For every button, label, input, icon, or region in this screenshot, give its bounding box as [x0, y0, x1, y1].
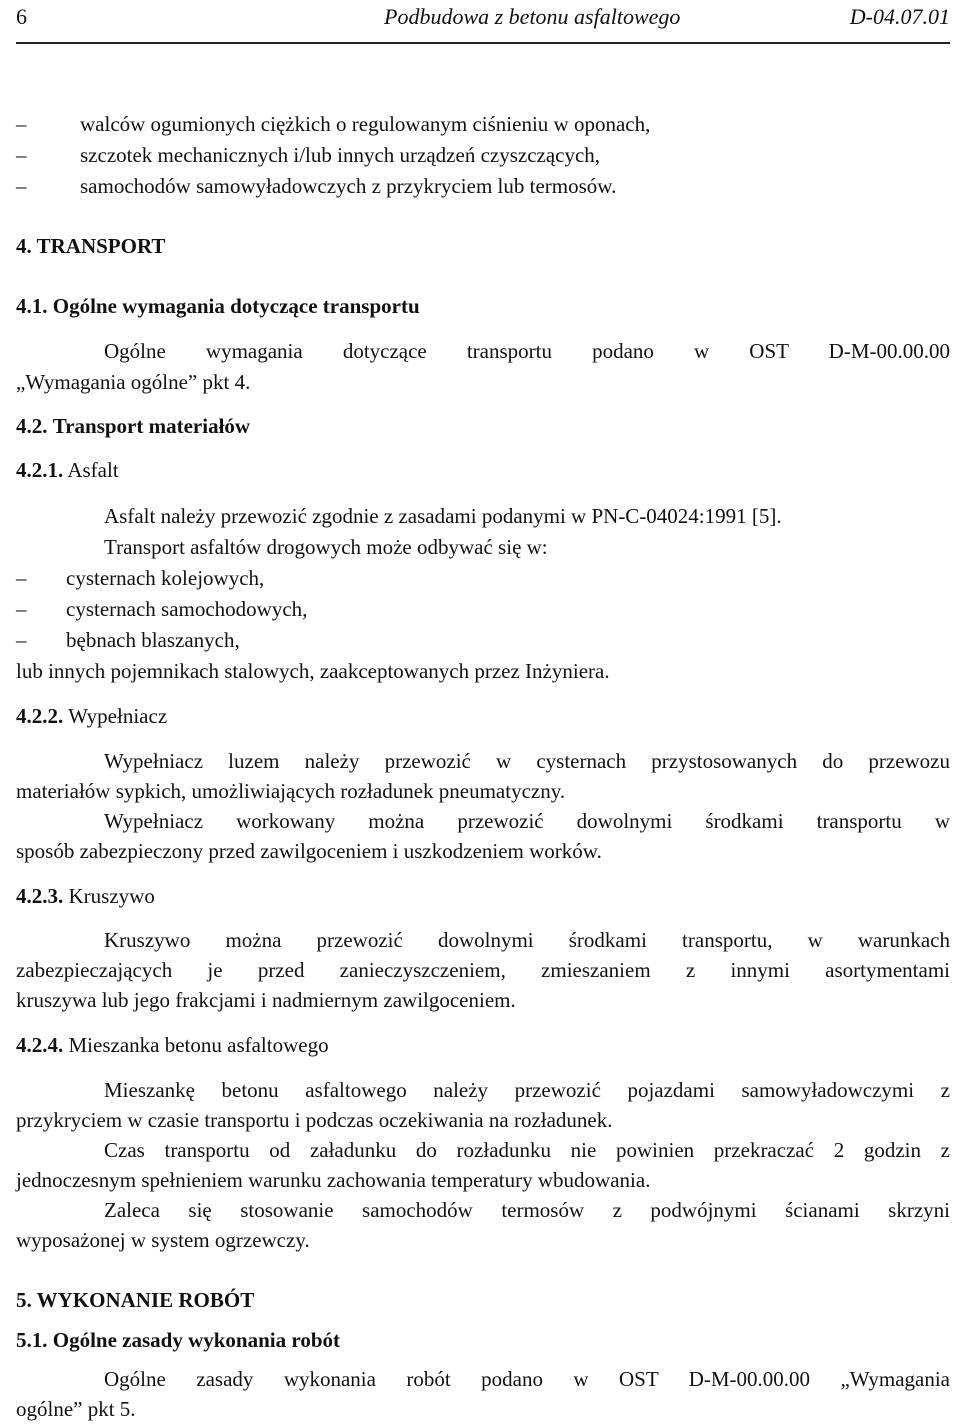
list-item-text: szczotek mechanicznych i/lub innych urządzeń czyszczących,: [80, 143, 601, 167]
paragraph-line: ogólne” pkt 5.: [16, 1397, 136, 1421]
paragraph-text: Wypełniacz workowany można przewozić dowolnymi środkami transportu w: [104, 809, 950, 833]
section-title: Mieszanka betonu asfaltowego: [68, 1033, 329, 1057]
list-item-text: walców ogumionych ciężkich o regulowanym ciśnieniu w oponach,: [80, 112, 651, 136]
dash-bullet: –: [16, 174, 27, 198]
section-title: Asfalt: [67, 458, 119, 482]
dash-bullet: –: [16, 597, 27, 621]
paragraph-line: przykryciem w czasie transportu i podczas oczekiwania na rozładunek.: [16, 1108, 613, 1132]
section-heading-4-2-1: [16, 455, 950, 485]
section-heading-5: 5. WYKONANIE ROBÓT: [16, 1288, 255, 1312]
paragraph-line: [16, 1075, 950, 1105]
paragraph-line: kruszywa lub jego frakcjami i nadmiernym zawilgoceniem.: [16, 988, 516, 1012]
paragraph-text: Mieszankę betonu asfaltowego należy przewozić pojazdami samowyładowczymi z: [104, 1078, 950, 1102]
document-code: D-04.07.01: [849, 4, 950, 29]
section-heading-4: 4. TRANSPORT: [16, 234, 166, 258]
section-heading-4-2-2: [16, 701, 950, 731]
section-number: 4.2.3.: [16, 884, 64, 908]
list-item-text: samochodów samowyładowczych z przykryciem lub termosów.: [80, 174, 617, 198]
section-title: Ogólne zasady wykonania robót: [52, 1328, 340, 1352]
dash-bullet: –: [16, 143, 27, 167]
paragraph-line: lub innych pojemnikach stalowych, zaakceptowanych przez Inżyniera.: [16, 659, 610, 683]
section-heading-4-2: [16, 411, 950, 441]
paragraph-text: Wypełniacz luzem należy przewozić w cysternach przystosowanych do przewozu: [104, 749, 950, 773]
paragraph-line: „Wymagania ogólne” pkt 4.: [16, 370, 251, 394]
paragraph-text: Asfalt należy przewozić zgodnie z zasadami podanymi w PN-C-04024:1991 [5].: [104, 504, 782, 528]
running-title: Podbudowa z betonu asfaltowego: [384, 4, 681, 29]
section-heading-4-1: [16, 291, 950, 321]
header-rule: [16, 42, 950, 44]
dash-bullet: –: [16, 112, 27, 136]
list-item-text: cysternach kolejowych,: [66, 566, 265, 590]
page-number: 6: [16, 4, 27, 29]
paragraph-line: [16, 336, 950, 366]
paragraph-line: [16, 1195, 950, 1225]
section-heading-5-1: [16, 1325, 950, 1355]
section-number: 4.1.: [16, 294, 48, 318]
paragraph-line: [16, 532, 950, 562]
section-heading-4-2-3: [16, 881, 950, 911]
list-item-text: bębnach blaszanych,: [66, 628, 240, 652]
section-number: 5.1.: [16, 1328, 48, 1352]
section-number: 4.2.1.: [16, 458, 64, 482]
paragraph-text: Ogólne zasady wykonania robót podano w OST D-M-00.00.00 „Wymagania: [104, 1367, 950, 1391]
paragraph-line: wyposażonej w system ogrzewczy.: [16, 1228, 310, 1252]
paragraph-line: [16, 925, 950, 955]
paragraph-line: [16, 806, 950, 836]
section-number: 4.2.: [16, 414, 48, 438]
paragraph-line: [16, 501, 950, 531]
paragraph-text: Ogólne wymagania dotyczące transportu podano w OST D-M-00.00.00: [104, 339, 950, 363]
paragraph-line: zabezpieczających je przed zanieczyszczeniem, zmieszaniem z innymi asortymentami: [16, 958, 950, 982]
section-number: 4.2.2.: [16, 704, 64, 728]
paragraph-line: [16, 1135, 950, 1165]
paragraph-line: [16, 746, 950, 776]
paragraph-line: materiałów sypkich, umożliwiających rozładunek pneumatyczny.: [16, 779, 566, 803]
page-header: [0, 0, 960, 44]
paragraph-text: Zaleca się stosowanie samochodów termosów z podwójnymi ścianami skrzyni: [104, 1198, 950, 1222]
paragraph-line: [16, 1364, 950, 1394]
section-title: Wypełniacz: [68, 704, 168, 728]
paragraph-text: Czas transportu od załadunku do rozładunku nie powinien przekraczać 2 godzin z: [104, 1138, 950, 1162]
paragraph-text: Transport asfaltów drogowych może odbywać się w:: [104, 535, 548, 559]
paragraph-line: sposób zabezpieczony przed zawilgoceniem i uszkodzeniem worków.: [16, 839, 602, 863]
paragraph-text: Kruszywo można przewozić dowolnymi środkami transportu, w warunkach: [104, 928, 950, 952]
section-heading-4-2-4: [16, 1030, 950, 1060]
dash-bullet: –: [16, 628, 27, 652]
section-number: 4.2.4.: [16, 1033, 64, 1057]
paragraph-line: jednoczesnym spełnieniem warunku zachowania temperatury wbudowania.: [16, 1168, 651, 1192]
list-item-text: cysternach samochodowych,: [66, 597, 308, 621]
section-title: Kruszywo: [68, 884, 155, 908]
section-title: Ogólne wymagania dotyczące transportu: [52, 294, 420, 318]
dash-bullet: –: [16, 566, 27, 590]
section-title: Transport materiałów: [52, 414, 251, 438]
